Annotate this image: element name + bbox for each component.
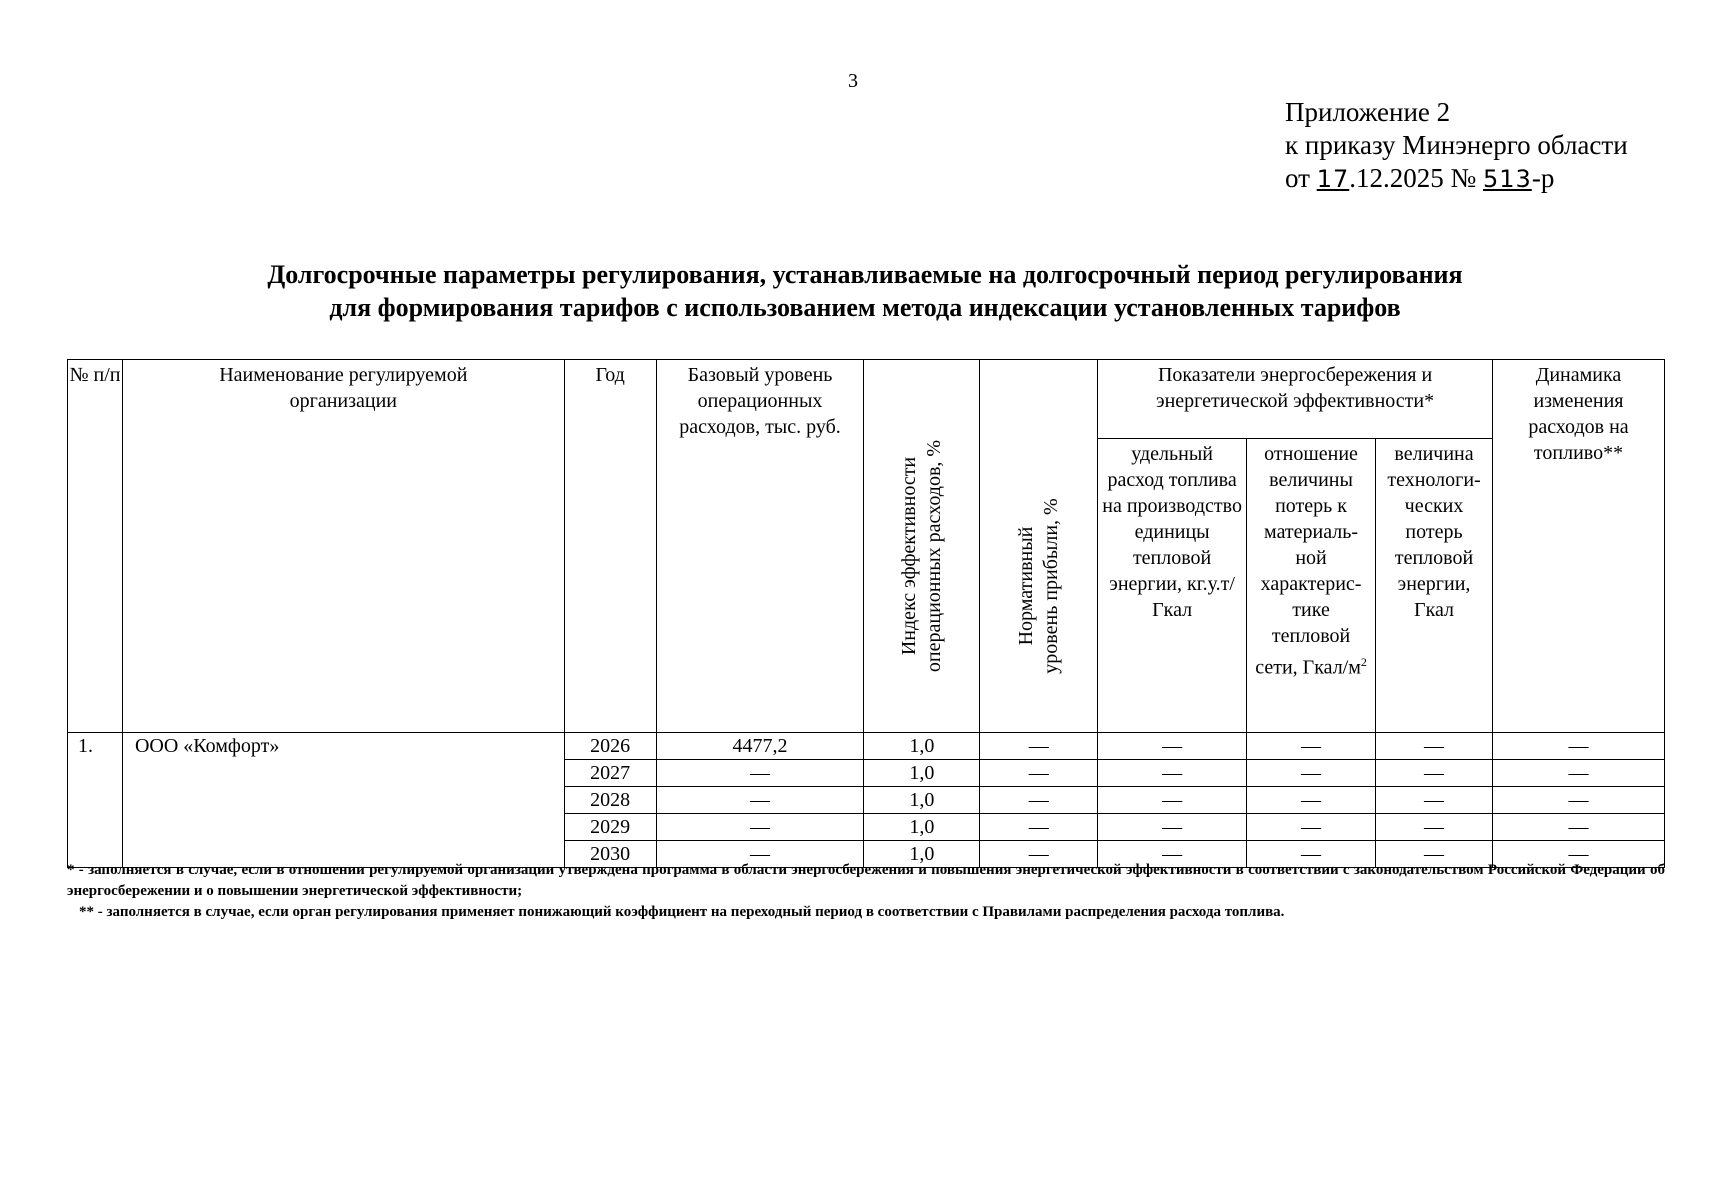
appendix-suffix: -р	[1531, 163, 1555, 193]
header-year	[564, 360, 656, 733]
title-line-2: для формирования тарифов с использованием метода индексации установленных тарифов	[329, 293, 1401, 322]
header-tech-losses	[1376, 439, 1493, 733]
header-num-text: № п/п	[69, 364, 121, 386]
cell-base: —	[656, 814, 864, 841]
header-fuel-rate-text: удельный расход топлива на производство единицы тепловой энергии, кг.у.т/Гкал	[1102, 443, 1242, 621]
efficiency-index-line-2: операционных расходов, %	[922, 439, 945, 673]
header-loss-ratio	[1247, 439, 1376, 733]
profit-level-line-2: уровень прибыли, %	[1039, 498, 1062, 674]
header-efficiency-index-text	[897, 440, 947, 672]
header-energy-indicators	[1098, 360, 1493, 439]
cell-fuel-rate: —	[1098, 841, 1247, 868]
appendix-line-3	[1285, 162, 1628, 196]
table-row	[68, 733, 1665, 760]
cell-index: 1,0	[864, 814, 980, 841]
cell-tech-losses: —	[1376, 760, 1493, 787]
header-profit-level-text	[1014, 498, 1064, 673]
appendix-date-prefix: от	[1285, 163, 1317, 193]
cell-loss-ratio: —	[1247, 814, 1376, 841]
parameters-table	[67, 359, 1665, 868]
cell-fuel-rate: —	[1098, 733, 1247, 760]
cell-profit: —	[980, 787, 1098, 814]
appendix-header	[1285, 96, 1628, 196]
cell-tech-losses: —	[1376, 841, 1493, 868]
cell-loss-ratio: —	[1247, 841, 1376, 868]
header-efficiency-index	[864, 360, 980, 733]
handwritten-order-number: 513	[1483, 165, 1532, 193]
footnote-2: ** - заполняется в случае, если орган регулирования применяет понижающий коэффициент на переходный период в соответствии с Правилами распределения расхода топлива.	[79, 904, 1285, 920]
header-profit-level	[980, 360, 1098, 733]
page-number: 3	[848, 70, 858, 92]
cell-base: 4477,2	[656, 733, 864, 760]
cell-profit: —	[980, 760, 1098, 787]
cell-index: 1,0	[864, 787, 980, 814]
cell-fuel-dynamics: —	[1493, 841, 1665, 868]
cell-year: 2027	[564, 760, 656, 787]
cell-profit: —	[980, 841, 1098, 868]
cell-base: —	[656, 760, 864, 787]
efficiency-index-line-1: Индекс эффективности	[897, 456, 920, 656]
loss-ratio-text: отношение величины потерь к материаль-ной характерис-тике тепловой сети, Гкал/м	[1255, 443, 1362, 679]
header-energy-indicators-text: Показатели энергосбережения и энергетической эффективности*	[1155, 364, 1435, 412]
appendix-line-1: Приложение 2	[1285, 97, 1451, 127]
cell-fuel-rate: —	[1098, 814, 1247, 841]
cell-fuel-dynamics: —	[1493, 733, 1665, 760]
cell-profit: —	[980, 814, 1098, 841]
org-name: ООО «Комфорт»	[122, 733, 564, 868]
appendix-date-rest: .12.2025 №	[1349, 163, 1484, 193]
header-name-text: Наименование регулируемой организации	[219, 364, 468, 412]
cell-loss-ratio: —	[1247, 760, 1376, 787]
footnote-1: * - заполняется в случае, если в отношении регулируемой организации утверждена программа в области энергосбережения и повышения энергетической эффективности в соответствии с законодательством Российской Федерации об энергосбережении и о повышении энергетической эффективности;	[67, 862, 1665, 899]
header-base-level	[656, 360, 864, 733]
header-name	[122, 360, 564, 733]
loss-ratio-superscript: 2	[1360, 655, 1367, 669]
cell-tech-losses: —	[1376, 787, 1493, 814]
header-base-level-text: Базовый уровень операционных расходов, тыс. руб.	[679, 364, 841, 438]
cell-index: 1,0	[864, 733, 980, 760]
cell-loss-ratio: —	[1247, 787, 1376, 814]
header-fuel-rate	[1098, 439, 1247, 733]
cell-fuel-dynamics: —	[1493, 814, 1665, 841]
handwritten-day: 17	[1316, 165, 1350, 193]
cell-base: —	[656, 787, 864, 814]
header-tech-losses-text: величина технологи-ческих потерь тепловой энергии, Гкал	[1387, 443, 1481, 621]
footnotes	[67, 860, 1665, 923]
cell-fuel-rate: —	[1098, 787, 1247, 814]
cell-fuel-dynamics: —	[1493, 787, 1665, 814]
title-line-1: Долгосрочные параметры регулирования, устанавливаемые на долгосрочный период регулирования	[267, 260, 1463, 289]
cell-year: 2028	[564, 787, 656, 814]
cell-year: 2026	[564, 733, 656, 760]
cell-year: 2029	[564, 814, 656, 841]
appendix-line-2: к приказу Минэнерго области	[1285, 130, 1628, 160]
header-year-text: Год	[595, 364, 625, 386]
cell-fuel-rate: —	[1098, 760, 1247, 787]
org-number: 1.	[68, 733, 123, 868]
cell-base: —	[656, 841, 864, 868]
cell-index: 1,0	[864, 760, 980, 787]
cell-tech-losses: —	[1376, 814, 1493, 841]
document-title	[100, 258, 1630, 324]
header-num	[68, 360, 123, 733]
cell-loss-ratio: —	[1247, 733, 1376, 760]
header-fuel-dynamics-text: Динамика изменения расходов на топливо**	[1528, 364, 1629, 464]
header-fuel-dynamics	[1493, 360, 1665, 733]
profit-level-line-1: Нормативный	[1014, 526, 1037, 646]
cell-fuel-dynamics: —	[1493, 760, 1665, 787]
cell-tech-losses: —	[1376, 733, 1493, 760]
header-loss-ratio-text	[1247, 439, 1375, 681]
cell-index: 1,0	[864, 841, 980, 868]
cell-profit: —	[980, 733, 1098, 760]
cell-year: 2030	[564, 841, 656, 868]
header-row-1	[68, 360, 1665, 439]
